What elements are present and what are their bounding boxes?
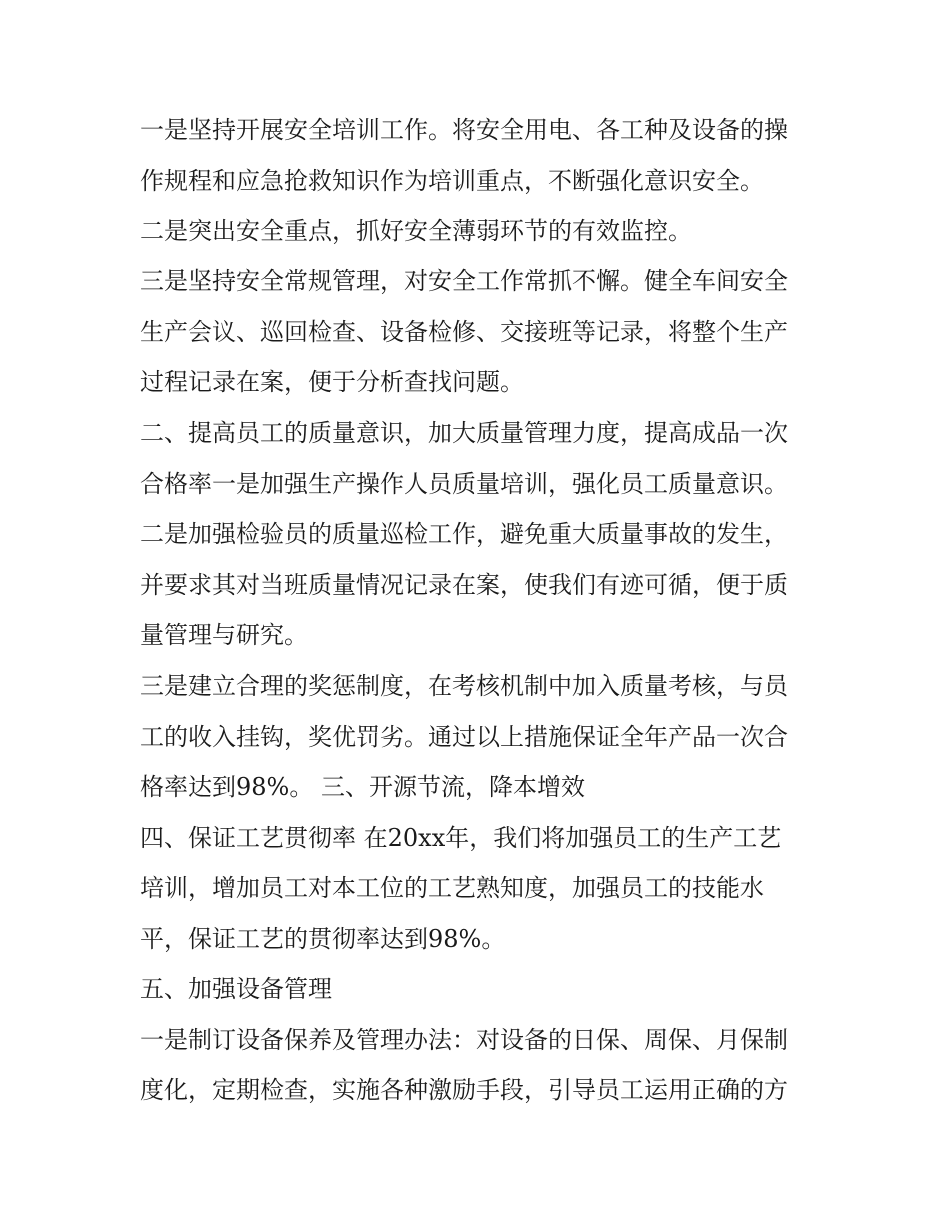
- text-line: 量管理与研究。: [140, 621, 308, 649]
- text-line: 平，保证工艺的贯彻率达到98%。: [140, 925, 506, 953]
- text-line: 三是坚持安全常规管理，对安全工作常抓不懈。健全车间安全: [140, 267, 788, 295]
- text-line: 一是制订设备保养及管理办法：对设备的日保、周保、月保制: [140, 1026, 788, 1054]
- text-line: 四、保证工艺贯彻率 在20xx年，我们将加强员工的生产工艺: [140, 824, 782, 852]
- text-line: 一是坚持开展安全培训工作。将安全用电、各工种及设备的操: [140, 116, 788, 144]
- text-line: 度化，定期检查，实施各种激励手段，引导员工运用正确的方: [140, 1076, 788, 1104]
- text-line: 二是突出安全重点，抓好安全薄弱环节的有效监控。: [140, 217, 692, 245]
- text-line: 三是建立合理的奖惩制度，在考核机制中加入质量考核，与员: [140, 672, 788, 700]
- text-line: 过程记录在案，便于分析查找问题。: [140, 368, 524, 396]
- text-line: 二、提高员工的质量意识，加大质量管理力度，提高成品一次: [140, 419, 788, 447]
- text-line: 培训，增加员工对本工位的工艺熟知度，加强员工的技能水: [140, 874, 764, 902]
- text-line: 五、加强设备管理: [140, 975, 332, 1003]
- text-line: 作规程和应急抢救知识作为培训重点，不断强化意识安全。: [140, 167, 764, 195]
- text-line: 格率达到98%。 三、开源节流，降本增效: [140, 773, 585, 801]
- text-line: 生产会议、巡回检查、设备检修、交接班等记录，将整个生产: [140, 318, 788, 346]
- text-line: 并要求其对当班质量情况记录在案，使我们有迹可循，便于质: [140, 571, 788, 599]
- text-line: 二是加强检验员的质量巡检工作，避免重大质量事故的发生，: [140, 520, 788, 548]
- text-line: 工的收入挂钩，奖优罚劣。通过以上措施保证全年产品一次合: [140, 723, 788, 751]
- text-line: 合格率一是加强生产操作人员质量培训，强化员工质量意识。: [140, 470, 788, 498]
